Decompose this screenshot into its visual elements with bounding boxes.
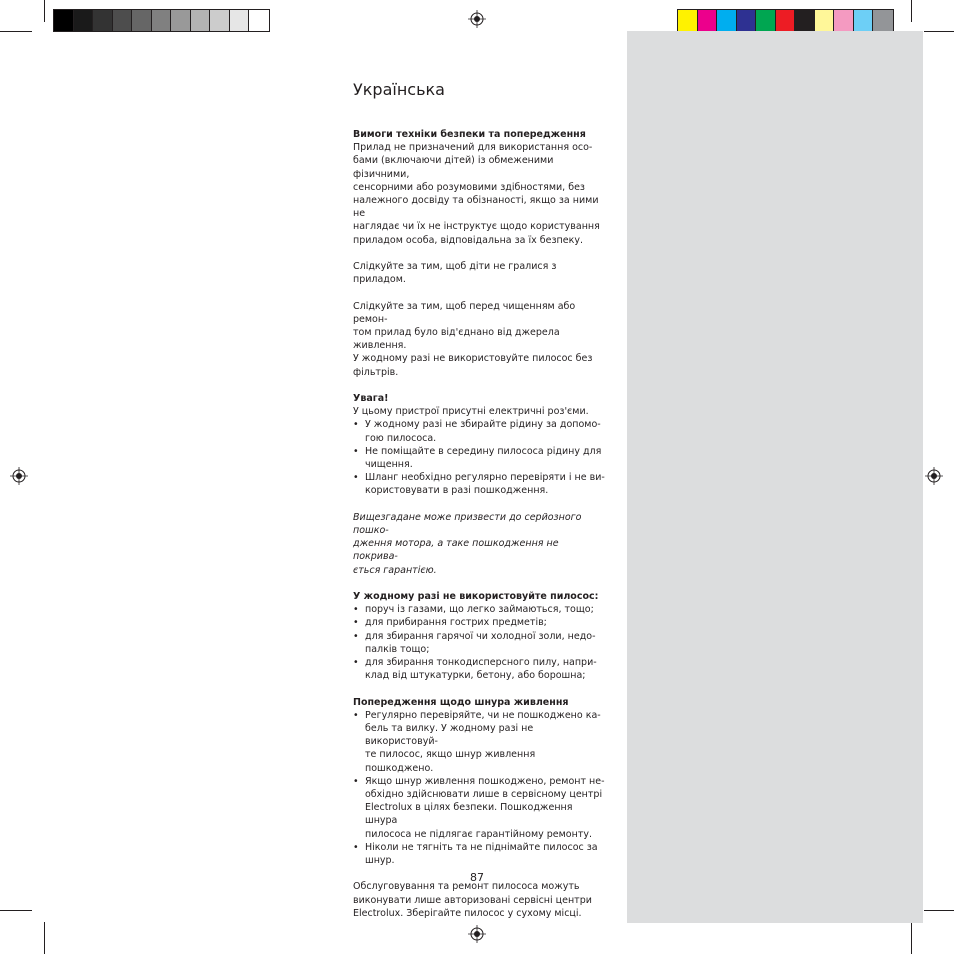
color-swatch [152,10,172,31]
list-item-line: бель та вилку. У жодному разі не використовуй- [365,723,534,748]
registration-mark-icon [925,467,943,485]
text-line: Прилад не призначений для використання осо- [353,142,593,154]
list-item [353,709,605,775]
list-item [353,603,605,616]
crop-mark [44,0,45,22]
list-item-line: те пилосос, якщо шнур живлення пошкоджено. [365,749,536,774]
registration-mark-icon [468,10,486,28]
color-swatch [678,10,698,31]
text-line: сенсорними або розумовими здібностями, без [353,181,585,193]
color-swatch [93,10,113,31]
text-column [353,80,605,933]
sections-container [353,128,605,920]
crop-mark [924,910,954,911]
color-swatch [132,10,152,31]
section [353,300,605,379]
list-item-line: шнур. [365,855,395,867]
text-line: Слідкуйте за тим, щоб перед чищенням або ремон- [353,300,576,325]
section [353,590,605,682]
list-item-line: Ніколи не тягніть та не піднімайте пилосос за [365,841,598,853]
color-swatch [191,10,211,31]
section-heading: Увага! [353,393,389,405]
text-line: Слідкуйте за тим, щоб діти не гралися з приладом. [353,261,557,286]
crop-mark [44,922,45,954]
list-item [353,445,605,471]
bullet-icon: • [353,617,359,629]
text-line: виконувати лише авторизовані сервісні центри [353,894,592,906]
list-item [353,418,605,444]
crop-mark [911,0,912,22]
bullet-icon: • [353,630,359,642]
color-swatch [834,10,854,31]
color-swatch [795,10,815,31]
text-line: Electrolux. Зберігайте пилосос у сухому місці. [353,907,582,919]
section [353,511,605,577]
color-swatch [873,10,893,31]
color-swatch [854,10,874,31]
italic-note-line: дження мотора, а таке пошкодження не покрива- [353,538,559,563]
text-line: Обслуговування та ремонт пилососа можуть [353,881,580,893]
list-item-line: чищення. [365,459,413,471]
bullet-icon: • [353,419,359,431]
text-line: том прилад було від'єднано від джерела живлення. [353,327,560,352]
crop-mark [924,31,954,32]
list-item [353,471,605,497]
section [353,260,605,286]
color-swatch [815,10,835,31]
crop-mark [911,922,912,954]
section-heading: Попередження щодо шнура живлення [353,696,569,708]
italic-note-line: Вищезгадане може призвести до серйозного пошко- [353,511,582,537]
color-swatch [249,10,269,31]
color-swatch [698,10,718,31]
side-panel [627,31,923,923]
section-heading: У жодному разі не використовуйте пилосос: [353,591,599,603]
color-swatch [210,10,230,31]
section-heading: Вимоги техніки безпеки та попередження [353,129,586,140]
color-swatch [113,10,133,31]
grayscale-color-bar [53,9,270,32]
list-item-line: клад від штукатурки, бетону, або борошна; [365,670,586,682]
list-item-line: пилососа не підлягає гарантійному ремонту. [365,828,592,840]
text-line: фільтрів. [353,366,399,378]
list-item-line: Electrolux в цілях безпеки. Пошкодження шнура [365,802,573,827]
text-line: У жодному разі не використовуйте пилосос без [353,353,593,365]
bullet-list [353,418,605,497]
text-line: У цьому пристрої присутні електричні роз'єми. [353,406,589,418]
registration-mark-icon [10,467,28,485]
list-item-line: користовувати в разі пошкодження. [365,485,549,497]
bullet-list [353,603,605,682]
page-number: 87 [470,871,484,884]
list-item-line: обхідно здійснювати лише в сервісному центрі [365,789,603,801]
bullet-icon: • [353,709,359,721]
crop-mark [0,31,32,32]
section [353,128,605,247]
list-item-line: для прибирання гострих предметів; [365,617,547,629]
list-item [353,775,605,841]
list-item-line: Не поміщайте в середину пилососа рідину для [365,445,602,457]
color-swatch [776,10,796,31]
text-line: бами (включаючи дітей) із обмеженими фізичними, [353,155,554,180]
bullet-icon: • [353,775,359,787]
list-item [353,656,605,682]
color-swatch [756,10,776,31]
color-swatch [54,10,74,31]
list-item [353,630,605,656]
language-title: Українська [353,80,445,99]
text-line: наглядає чи їх не інструктує щодо користування [353,221,600,233]
color-swatch [230,10,250,31]
text-line: приладом особа, відповідальна за їх безпеку. [353,234,583,246]
color-swatch [171,10,191,31]
crop-mark [0,910,32,911]
text-line: належного досвіду та обізнаності, якщо за ними не [353,195,599,220]
list-item-line: для збирання гарячої чи холодної золи, недо- [365,630,596,642]
bullet-icon: • [353,472,359,484]
section [353,392,605,498]
list-item-line: Регулярно перевіряйте, чи не пошкоджено ка- [365,709,601,721]
section [353,696,605,868]
bullet-icon: • [353,604,359,616]
bullet-icon: • [353,445,359,457]
list-item [353,616,605,629]
list-item-line: гою пилососа. [365,432,437,444]
list-item-line: поруч із газами, що легко займаються, тощо; [365,604,594,616]
process-color-bar [677,9,894,32]
bullet-icon: • [353,657,359,669]
bullet-icon: • [353,841,359,853]
list-item-line: Якщо шнур живлення пошкоджено, ремонт не- [365,775,605,787]
color-swatch [737,10,757,31]
bullet-list [353,709,605,867]
list-item [353,841,605,867]
italic-note-line: ється гарантією. [353,564,437,576]
color-swatch [717,10,737,31]
section [353,880,605,920]
list-item-line: палків тощо; [365,643,430,655]
list-item-line: Шланг необхідно регулярно перевіряти і не ви- [365,472,605,484]
color-swatch [74,10,94,31]
list-item-line: для збирання тонкодисперсного пилу, напри- [365,657,597,669]
list-item-line: У жодному разі не збирайте рідину за допомо- [365,419,601,431]
